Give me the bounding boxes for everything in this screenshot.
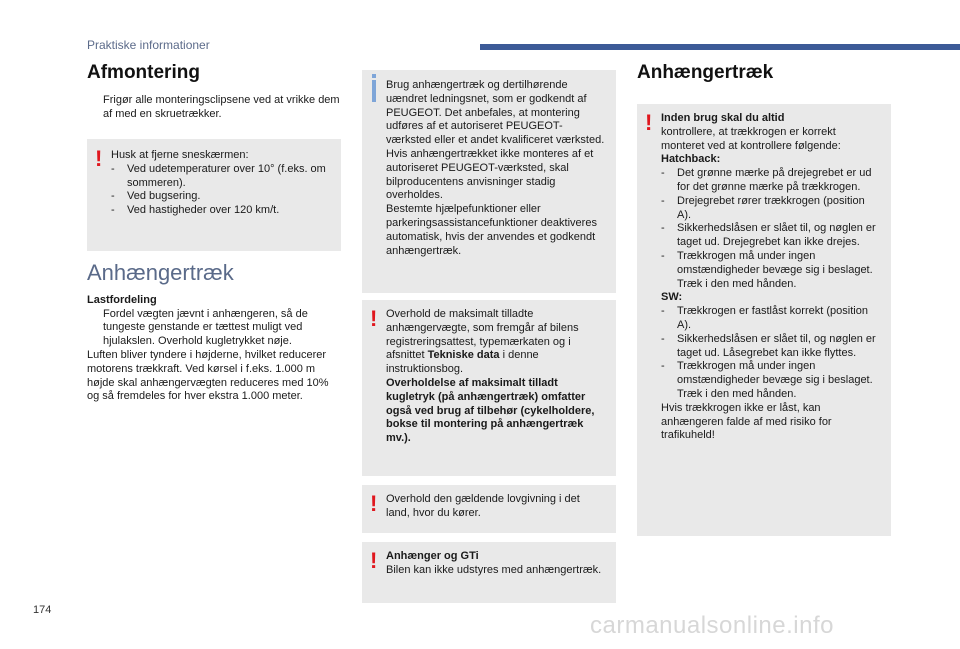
column-1-lower [87,260,341,404]
anhaengertraek-title: Anhængertræk [87,260,234,285]
warning-text [111,149,331,218]
warning-title: Inden brug skal du altid [661,112,785,124]
bullet-text: Fordel vægten jævnt i anhængeren, så de tungeste genstande er tættest muligt ved hjulakslen. Overhold kugletrykket nøje. [103,307,308,348]
gti-title: Anhænger og GTi [386,550,479,562]
sw-label: SW: [661,291,683,304]
warning-icon: ! [370,491,378,516]
list-item: - Ved hastigheder over 120 km/t. [111,204,280,217]
lastfordeling-label: Lastfordeling [87,293,157,306]
warning-box-vaegte [362,300,616,476]
header-bar [480,44,960,50]
list-item: - Ved udetemperaturer over 10° (f.eks. om sommeren). [111,162,326,189]
column-3 [637,62,891,83]
list-item: - Sikkerhedslåsen er slået til, og nøglen er taget ud. Låsegrebet kan ikke flyttes. [661,332,876,359]
list-item: - Sikkerhedslåsen er slået til, og nøglen er taget ud. Drejegrebet kan ikke drejes. [661,222,876,249]
warning-box-sneskaerm [87,139,341,251]
warning-paragraph: Overhold de maksimalt tilladte anhængervægte, som fremgår af bilens registreringsattest, typemærkaten og i afsnittet Tekniske data i denne instruktionsbog. [386,308,579,376]
warning-box-traekkrog [637,104,891,536]
warning-icon: ! [370,548,378,573]
list-item: - Det grønne mærke på drejegrebet er ud for det grønne mærke på trækkrogen. [661,167,872,193]
warning-text [386,308,606,446]
watermark: carmanualsonline.info [590,612,834,639]
page-number: 174 [33,604,52,616]
list-item: - Ved bugsering. [111,190,201,203]
warning-icon: ! [370,306,378,331]
list-item: - Trækkrogen må under ingen omstændigheder bevæge sig i beslaget. Træk i den med hånden. [661,360,873,400]
hatchback-label: Hatchback: [661,153,721,166]
warning-icon: ! [95,146,103,171]
gti-text: Bilen kan ikke udstyres med anhængertræk. [386,563,602,576]
warning-box-lovgivning [362,485,616,533]
warning-text [386,550,606,578]
warning-text [661,112,881,443]
warning-intro: kontrollere, at trækkrogen er korrekt monteret ved at kontrollere følgende: [661,125,841,152]
info-icon [372,80,376,102]
column-1 [87,62,341,121]
anhaengertraek-bold-title: Anhængertræk [637,62,774,83]
list-item: - Drejegrebet rører trækkrogen (position A). [661,194,865,221]
closing-text: Hvis trækkrogen ikke er låst, kan anhængeren falde af med risiko for trafikuheld! [661,401,832,442]
section-header: Praktiske informationer [87,38,210,52]
list-item: - Trækkrogen må under ingen omstændigheder bevæge sig i beslaget. Træk i den med hånden. [661,249,873,290]
info-text: Brug anhængertræk og dertilhørende uændret ledningsnet, som er godkendt af PEUGEOT. Det anbefales, at montering udføres af et autoriseret PEUGEOT-værksted eller et andet kvalificeret værksted. Hvis anhængertrækket ikke monteres af et autoriseret PEUGEOT-værksted, skal bilproducentens anvisninger stadig overholdes. Bestemte hjælpefunktioner eller parkeringsassistancefunktioner deaktiveres automatisk, hvis der anvendes et godkendt anhængertræk. [386,79,605,257]
altitude-paragraph: Luften bliver tyndere i højderne, hvilket reducerer motorens trækkraft. Ved kørsel i f.eks. 1.000 m højde skal anhængervægten reduceres med 10% og så fremdeles for hver ekstra 1.000 meter. [87,348,329,403]
bullet-frigoer [87,94,341,122]
list-item: - Trækkrogen er fastlåst korrekt (position A). [661,305,868,331]
info-box-montering [362,70,616,293]
warning-bold-paragraph: Overholdelse af maksimalt tilladt kugletryk (på anhængertræk) omfatter også ved brug af tilbehør (cykelholdere, bokse til montering på anhængertræk mv.). [386,376,595,445]
bullet-text: Frigør alle monteringsclipsene ved at vrikke dem af med en skruetrækker. [103,93,340,120]
afmontering-title: Afmontering [87,62,200,83]
warning-box-gti [362,542,616,603]
warning-intro: Husk at fjerne sneskærmen: [111,149,249,161]
warning-text: Overhold den gældende lovgivning i det land, hvor du kører. [386,493,580,519]
bullet-fordel [87,308,341,349]
warning-icon: ! [645,110,653,135]
